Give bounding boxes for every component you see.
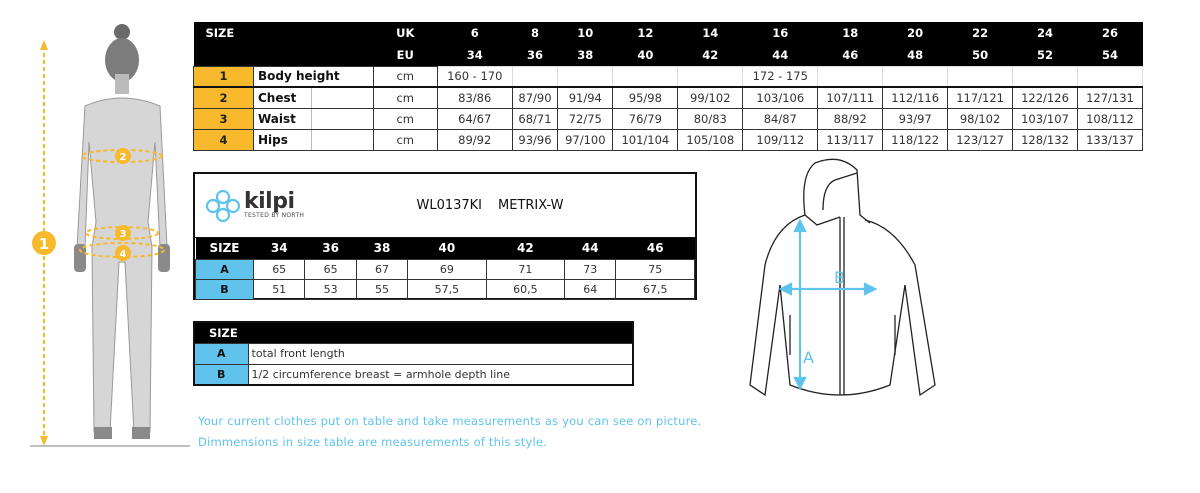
table-row: 4 Hips cm 89/92 93/96 97/100 101/104 105/108 109/112 113/117 118/122 123/127 128/132 133/137: [194, 129, 1143, 150]
uk-size-row: SIZE UK 6 8 10 12 14 16 18 20 22 24 26: [194, 22, 1143, 44]
brand-name: kilpi: [244, 189, 295, 214]
size-header-row: SIZE 34 36 38 40 42 44 46: [196, 238, 695, 259]
legend-header: SIZE: [194, 322, 633, 343]
size-header: SIZE: [194, 22, 312, 44]
eu-size-row: EU 34 36 38 40 42 44 46 48 50 52 54: [194, 44, 1143, 66]
table-row: A 65 65 67 69 71 73 75: [196, 259, 695, 279]
knot-icon: [205, 189, 241, 223]
jacket-label-a: A: [803, 348, 814, 367]
jacket-diagram: [745, 155, 940, 415]
measurement-note: Your current clothes put on table and take measurements as you can see on picture. Dimmensions in size table are measurements of this style.: [198, 414, 702, 449]
table-row: B 1/2 circumference breast = armhole depth line: [194, 364, 633, 385]
product-measurement-table: [195, 238, 695, 300]
table-row: A total front length: [194, 343, 633, 364]
brand-tagline: TESTED BY NORTH: [244, 212, 305, 219]
table-row: B 51 53 55 57,5 60,5 64 67,5: [196, 279, 695, 299]
style-code: WL0137KI: [416, 198, 483, 213]
brand-logo: [195, 189, 315, 223]
eu-label: EU: [373, 44, 437, 66]
svg-text:3: 3: [119, 229, 127, 240]
size-chart-table: [193, 22, 1143, 151]
svg-text:2: 2: [119, 152, 127, 163]
product-size-box: [193, 172, 697, 300]
product-header: [195, 174, 695, 238]
body-measurement-figure: [30, 22, 195, 452]
measurement-legend-table: [193, 321, 634, 386]
style-name: METRIX-W: [498, 198, 564, 213]
uk-label: UK: [373, 22, 437, 44]
svg-text:4: 4: [119, 249, 127, 260]
table-row: 1 Body height cm 160 - 170 172 - 175: [194, 66, 1143, 87]
style-title: [315, 198, 695, 213]
jacket-label-b: B: [834, 268, 845, 287]
marker-1: 1: [38, 235, 50, 253]
table-row: 3 Waist cm 64/67 68/71 72/75 76/79 80/83 84/87 88/92 93/97 98/102 103/107 108/112: [194, 108, 1143, 129]
table-row: 2 Chest cm 83/86 87/90 91/94 95/98 99/102 103/106 107/111 112/116 117/121 122/126 127/131: [194, 87, 1143, 108]
